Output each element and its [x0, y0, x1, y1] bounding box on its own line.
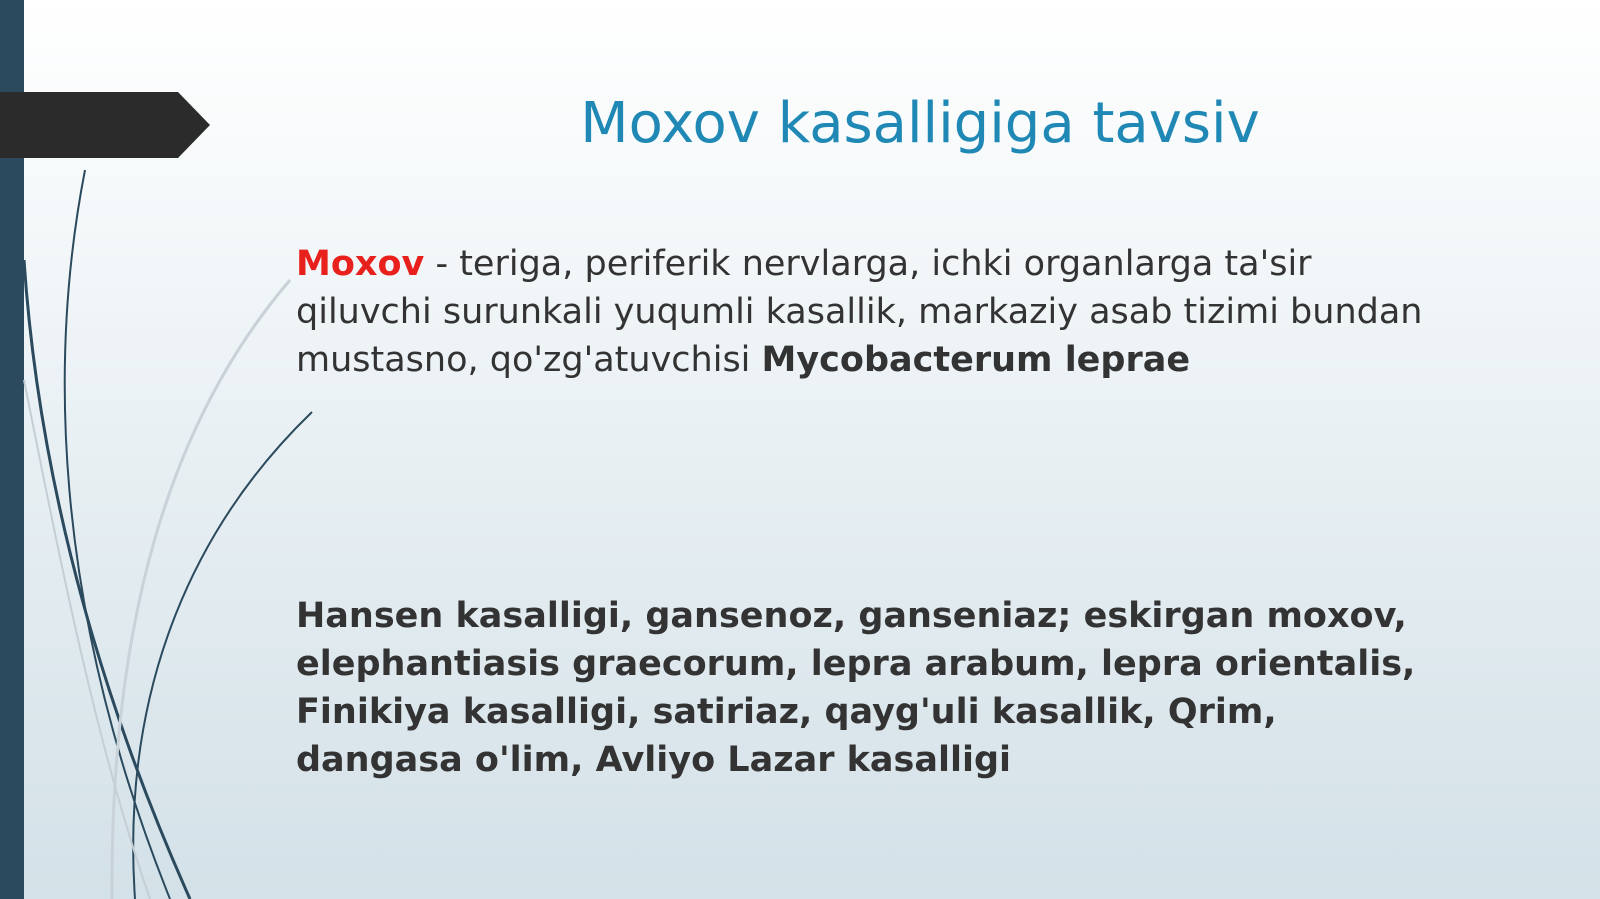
slide-title: Moxov kasalligiga tavsiv	[580, 91, 1260, 156]
definition-paragraph	[296, 240, 1446, 384]
synonyms-paragraph: Hansen kasalligi, gansenoz, ganseniaz; eskirgan moxov, elephantiasis graecorum, lepra arabum, lepra orientalis, Finikiya kasalligi, satiriaz, qayg'uli kasallik, Qrim, dangasa o'lim, Avliyo Lazar kasalligi	[296, 596, 1416, 780]
pathogen-name: Mycobacterum leprae	[761, 340, 1191, 380]
definition-text: - teriga, periferik nervlarga, ichki organlarga ta'sir qiluvchi surunkali yuqumli kasallik, markaziy asab tizimi bundan mustasno, qo'zg'atuvchisi	[296, 244, 1423, 380]
definition-term: Moxov	[296, 244, 425, 284]
arrow-tab-shape	[0, 92, 210, 158]
